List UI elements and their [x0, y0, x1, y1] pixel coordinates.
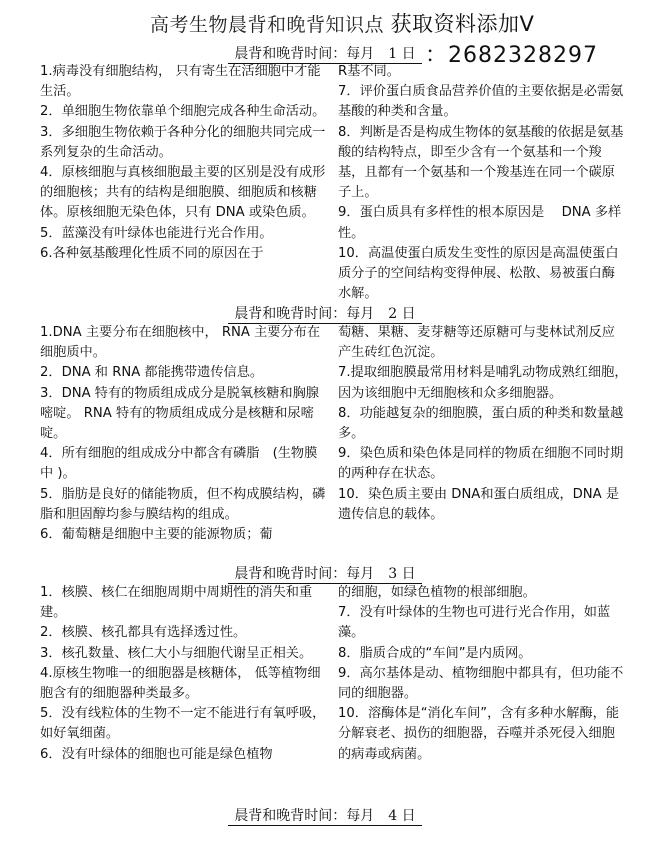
- knowledge-point: 8．功能越复杂的细胞膜，蛋白质的种类和数量越多。: [338, 405, 624, 442]
- knowledge-point: 6.各种氨基酸理化性质不同的原因在于: [40, 245, 264, 261]
- knowledge-point: 1.DNA 主要分布在细胞核中， RNA 主要分布在细胞质中。: [40, 325, 321, 361]
- knowledge-point: 8．判断是否是构成生物体的氨基酸的依据是氨基酸的结构特点，即至少含有一个氨基和一个羧基，且都有一个氨基和一个羧基连在同一个碳原子上。: [338, 124, 624, 201]
- knowledge-point: 1.病毒没有细胞结构， 只有寄生在活细胞中才能生活。: [40, 64, 321, 100]
- knowledge-point: 5．没有线粒体的生物不一定不能进行有氧呼吸，如好氧细菌。: [40, 706, 326, 742]
- contact-number: ：2682328297: [425, 43, 598, 68]
- section-heading-text: 晨背和晚背时间：每月 2 日: [228, 306, 421, 324]
- section-3-left-column: [40, 583, 330, 765]
- promo-text: 获取资料添加V: [390, 12, 535, 36]
- section-heading-day-3: [0, 563, 650, 583]
- knowledge-point: 2．核膜、核孔都具有选择透过性。: [40, 625, 247, 641]
- knowledge-point: 10．溶酶体是“消化车间”，含有多种水解酶，能分解衰老、损伤的细胞器，吞噬并杀死侵入细胞的病毒或病菌。: [338, 706, 620, 762]
- knowledge-point: 5．蓝藻没有叶绿体也能进行光合作用。: [40, 225, 273, 241]
- knowledge-point: 1．核膜、核仁在细胞周期中周期性的消失和重建。: [40, 585, 313, 621]
- section-1-right-column: [338, 62, 628, 304]
- knowledge-point: 3．核孔数量、核仁大小与细胞代谢呈正相关。: [40, 645, 313, 661]
- knowledge-point: 5．脂肪是良好的储能物质，但不构成膜结构，磷脂和胆固醇均参与膜结构的组成。: [40, 486, 326, 522]
- knowledge-point: 4.原核生物唯一的细胞器是核糖体， 低等植物细胞含有的细胞器种类最多。: [40, 665, 321, 702]
- knowledge-point: 10．高温使蛋白质发生变性的原因是高温使蛋白质分子的空间结构变得伸展、松散、易被蛋白酶水解。: [338, 245, 619, 302]
- section-heading-day-4: [0, 805, 650, 825]
- knowledge-point: 9．染色质和染色体是同样的物质在细胞不同时期的两种存在状态。: [338, 446, 624, 482]
- knowledge-point: 的细胞，如绿色植物的根部细胞。: [338, 585, 536, 600]
- section-heading-text: 晨背和晚背时间：每月 4 日: [228, 808, 421, 826]
- knowledge-point: 3．DNA 特有的物质组成成分是脱氧核糖和胸腺嘧啶。 RNA 特有的物质组成成分是核糖和尿嘧啶。: [40, 385, 319, 442]
- knowledge-point: 7．评价蛋白质食品营养价值的主要依据是必需氨基酸的种类和含量。: [338, 84, 624, 120]
- document-title: 高考生物晨背和晚背知识点: [150, 14, 385, 36]
- knowledge-point: 2．DNA 和 RNA 都能携带遗传信息。: [40, 365, 264, 381]
- section-heading-day-1: [0, 43, 650, 63]
- section-2-left-column: [40, 323, 330, 545]
- knowledge-point: 2．单细胞生物依靠单个细胞完成各种生命活动。: [40, 104, 326, 120]
- knowledge-point: 4．原核细胞与真核细胞最主要的区别是没有成形的细胞核；共有的结构是细胞膜、细胞质和核糖体。原核细胞无染色体，只有 DNA 或染色质。: [40, 165, 326, 221]
- knowledge-point: 8．脂质合成的“车间”是内质网。: [338, 645, 532, 661]
- page-title: [150, 8, 650, 38]
- knowledge-point: 3．多细胞生物依赖于各种分化的细胞共同完成一系列复杂的生命活动。: [40, 124, 326, 160]
- section-heading-day-2: [0, 303, 650, 323]
- knowledge-point: 6．没有叶绿体的细胞也可能是绿色植物: [40, 746, 273, 762]
- knowledge-point: 4．所有细胞的组成成分中都含有磷脂 (生物膜中 )。: [40, 446, 318, 482]
- knowledge-point: 7.提取细胞膜最常用材料是哺乳动物成熟红细胞，因为该细胞中无细胞核和众多细胞器。: [338, 365, 628, 401]
- section-2-right-column: [338, 323, 628, 525]
- knowledge-point: 10．染色质主要由 DNA和蛋白质组成，DNA 是遗传信息的载体。: [338, 486, 620, 522]
- knowledge-point: 9．蛋白质具有多样性的根本原因是 DNA 多样性。: [338, 205, 622, 241]
- section-3-right-column: [338, 583, 628, 765]
- knowledge-point: 7．没有叶绿体的生物也可进行光合作用，如蓝藻。: [338, 605, 611, 641]
- knowledge-point: 6．葡萄糖是细胞中主要的能源物质；葡: [40, 527, 273, 543]
- section-heading-text: 晨背和晚背时间：每月 3 日: [228, 566, 421, 584]
- knowledge-point: R基不同。: [338, 64, 400, 79]
- section-heading-text: 晨背和晚背时间：每月 1 日: [228, 46, 421, 64]
- knowledge-point: 9．高尔基体是动、植物细胞中都具有，但功能不同的细胞器。: [338, 665, 624, 702]
- knowledge-point: 萄糖、果糖、麦芽糖等还原糖可与斐林试剂反应产生砖红色沉淀。: [338, 325, 615, 361]
- section-1-left-column: [40, 62, 330, 264]
